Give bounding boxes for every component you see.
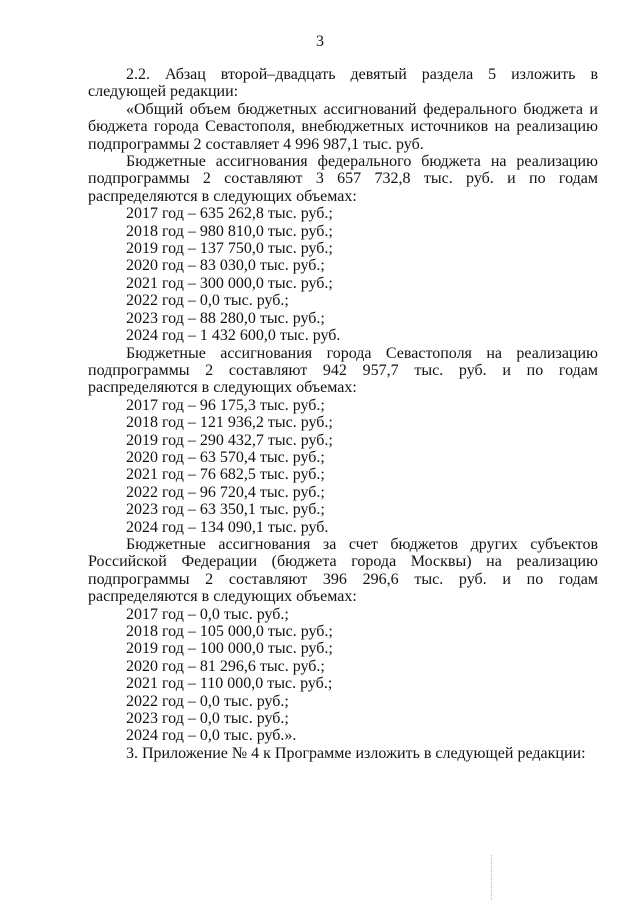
sevastopol-year-item: 2018 год – 121 936,2 тыс. руб.;: [126, 414, 333, 432]
sevastopol-year-item: 2023 год – 63 350,1 тыс. руб.;: [126, 501, 325, 519]
other-subjects-year-item: 2017 год – 0,0 тыс. руб.;: [126, 605, 289, 623]
federal-year-item: 2017 год – 635 262,8 тыс. руб.;: [126, 205, 333, 223]
sevastopol-year-item: 2024 год – 134 090,1 тыс. руб.: [126, 518, 329, 536]
other-subjects-year-item: 2022 год – 0,0 тыс. руб.;: [126, 692, 289, 710]
document-body: [88, 66, 598, 762]
other-subjects-year-item: 2023 год – 0,0 тыс. руб.;: [126, 710, 289, 728]
federal-budget-paragraph: Бюджетные ассигнования федерального бюджета на реализацию подпрограммы 2 составляют 3 657 732,8 тыс. руб. и по годам распределяются в следующих объемах:: [88, 153, 598, 205]
federal-year-item: 2019 год – 137 750,0 тыс. руб.;: [126, 240, 333, 258]
federal-year-item: 2021 год – 300 000,0 тыс. руб.;: [126, 274, 333, 292]
section-intro: 2.2. Абзац второй–двадцать девятый раздела 5 изложить в следующей редакции:: [88, 66, 598, 101]
appendix-paragraph: 3. Приложение № 4 к Программе изложить в следующей редакции:: [126, 744, 586, 762]
federal-year-item: 2018 год – 980 810,0 тыс. руб.;: [126, 222, 333, 240]
other-subjects-year-item: 2018 год – 105 000,0 тыс. руб.;: [126, 623, 333, 640]
total-allocation-paragraph: «Общий объем бюджетных ассигнований федерального бюджета и бюджета города Севастополя, внебюджетных источников на реализацию подпрограммы 2 составляет 4 996 987,1 тыс. руб.: [88, 100, 598, 153]
sevastopol-year-item: 2022 год – 96 720,4 тыс. руб.;: [126, 483, 325, 501]
federal-year-item: 2022 год – 0,0 тыс. руб.;: [126, 292, 289, 310]
other-subjects-budget-paragraph: Бюджетные ассигнования за счет бюджетов других субъектов Российской Федерации (бюджета города Москвы) на реализацию подпрограммы 2 составляют 396 296,6 тыс. руб. и по годам распределяются в следующих объемах:: [88, 535, 598, 606]
sevastopol-year-item: 2021 год – 76 682,5 тыс. руб.;: [126, 466, 325, 484]
page-number: 3: [316, 33, 324, 50]
federal-year-item: 2020 год – 83 030,0 тыс. руб.;: [126, 257, 325, 275]
other-subjects-year-item: 2024 год – 0,0 тыс. руб.».: [126, 727, 297, 745]
other-subjects-year-item: 2019 год – 100 000,0 тыс. руб.;: [126, 640, 333, 658]
federal-year-item: 2024 год – 1 432 600,0 тыс. руб.: [126, 327, 341, 345]
sevastopol-budget-paragraph: Бюджетные ассигнования города Севастополя на реализацию подпрограммы 2 составляют 942 957,7 тыс. руб. и по годам распределяются в следующих объемах:: [88, 344, 598, 397]
sevastopol-year-item: 2020 год – 63 570,4 тыс. руб.;: [126, 448, 325, 466]
other-subjects-year-item: 2021 год – 110 000,0 тыс. руб.;: [126, 675, 333, 693]
sevastopol-year-item: 2019 год – 290 432,7 тыс. руб.;: [126, 431, 333, 449]
sevastopol-year-item: 2017 год – 96 175,3 тыс. руб.;: [126, 396, 325, 414]
federal-year-item: 2023 год – 88 280,0 тыс. руб.;: [126, 309, 325, 327]
scan-artifact-line: [491, 855, 493, 900]
other-subjects-year-item: 2020 год – 81 296,6 тыс. руб.;: [126, 657, 325, 675]
